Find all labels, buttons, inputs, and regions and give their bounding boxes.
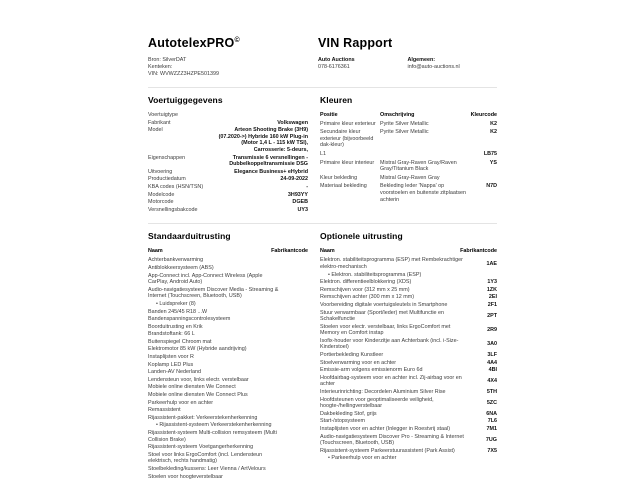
equipment-code: 1AE [486,260,497,267]
equipment-item [148,400,308,407]
equipment-name: Lendensteun voor, links electr. verstelbaar [148,376,249,383]
spec-row [148,192,308,199]
equipment-item [148,346,308,353]
equipment-item [320,397,497,410]
equipment-name: Landen-AV Nederland [148,369,201,376]
color-position: L1 [320,151,326,158]
equipment-item [320,434,497,447]
equipment-item [148,301,308,308]
equipment-name: Elektron. stabiliteitsprogramma (ESP) met Rembekrachtiger elektro-mechanisch [320,257,463,270]
equipment-item [320,455,497,462]
equipment-item [148,377,308,384]
optional-equipment-header [320,248,497,254]
spec-value: DGEB [292,199,308,206]
equipment-name: Start-/stopsysteem [320,418,365,425]
report-title: VIN Rapport [318,36,393,50]
vehicle-section [148,95,308,214]
copyright-mark: © [234,36,240,44]
equipment-name: Remschijven achter (300 mm x 12 mm) [320,294,415,301]
equipment-name: Buitenspiegel Chroom mat [148,338,212,345]
spec-value: 24-09-2022 [280,176,308,183]
equipment-code: 2EI [488,294,497,301]
standard-equipment-title: Standaarduitrusting [148,231,231,242]
colors-section-title: Kleuren [320,95,353,106]
equipment-name: Audio-navigatiesysteem Discover Media - Streaming & Internet (Touchscreen, Bluetooth, USB) [148,286,279,300]
equipment-item [320,257,497,270]
equipment-name: Hoofdsteunen voor geoptimaliseerde veiligheid, hoogte-/hellingverstelbaar [320,396,434,410]
spec-label: Motorcode [148,199,174,206]
equipment-item [148,287,308,300]
company-phone: 078-6176361 [318,64,350,71]
spec-label: KBA codes (HSN/TSN) [148,183,204,190]
equipment-name: Hoofdairbag-systeem voor en achter incl. Zij-airbag voor en achter [320,374,462,388]
bottom-sections [148,231,497,481]
spec-row [148,176,308,183]
colors-table-header [320,112,497,119]
equipment-code: 2R9 [487,327,497,333]
optional-equipment-list [320,257,497,462]
standard-header-code: Fabrikantcode [271,248,308,255]
equipment-name: Elektromotor 85 kW (Hybride aandrijving) [148,346,247,353]
app-title-text: AutotelexPRO [148,36,235,50]
vin-line: VIN: WVWZZZ3HZPE501399 [148,71,219,78]
equipment-item [148,331,308,338]
color-row [320,160,497,173]
equipment-item [148,430,308,443]
equipment-code: 4A4 [487,359,497,366]
equipment-item [148,384,308,391]
vehicle-identity-block [148,57,318,78]
plate-line: Kenteken: [148,64,173,71]
color-position: Secundaire kleur exterieur (bijvoorbeeld dak-kleur) [320,129,374,149]
equipment-name: Antiblokkeersysteem (ABS) [148,264,214,271]
equipment-item [148,309,308,316]
equipment-name: Stoel voor links ErgoComfort (incl. Lendensteun elektrisch, rechts handmatig) [148,451,263,465]
company-name: Auto Auctions [318,57,355,63]
equipment-name: Parkeerhulp voor en achter [148,399,214,406]
equipment-code: 3A0 [487,341,497,348]
spec-label: Uitvoering [148,168,173,175]
equipment-item [320,302,497,309]
equipment-name: Stoelen voor electr. verstelbaar, links ErgoComfort met Memory en Comfort instap [320,323,451,337]
color-description: Pyrite Silver Metallic [380,120,429,127]
equipment-name: Mobiele online diensten We Connect Plus [148,392,248,399]
optional-header-code: Fabrikantcode [460,248,497,255]
header-meta [148,57,497,78]
equipment-item [148,257,308,264]
optional-equipment-title: Optionele uitrusting [320,231,403,242]
source-line: Bron: SilverDAT [148,57,187,63]
spec-row [148,112,308,119]
vehicle-section-title: Voertuiggegevens [148,95,223,106]
equipment-name: Rijassistent-systeem Parkeerstuurassistent (Park Assist) [320,447,455,454]
equipment-name: Instaplijsten voor en achter (Inlegger in Roestvrij staal) [320,426,451,433]
equipment-name: Rijassistent-systeem Voetgangerherkenning [148,444,254,451]
color-code: K2 [490,120,497,127]
spec-row [148,199,308,206]
app-title [148,36,318,50]
equipment-item [320,279,497,286]
spec-value: UY3 [297,206,308,213]
colors-header-code: Kleurcode [470,112,497,119]
equipment-item [148,339,308,346]
equipment-item [148,452,308,465]
equipment-name: Banden 245/45 R18 ...W [148,308,208,315]
color-row [320,121,497,128]
equipment-code: 7X5 [487,447,497,454]
equipment-name: Rijassistent-pakket: Verkeerstekenherkenning [148,414,258,421]
equipment-code: 5TH [486,389,497,396]
equipment-item [148,407,308,414]
report-page [148,36,497,481]
color-row [320,129,497,149]
section-divider [148,223,497,224]
equipment-name: Boorduitrusting en Krik [148,323,203,330]
equipment-item [320,352,497,359]
spec-row [148,184,308,191]
colors-section [320,95,497,205]
color-description: Mistral Gray-Raven Gray [380,174,440,181]
equipment-item [320,287,497,294]
equipment-item [320,294,497,301]
spec-row [148,155,308,168]
standard-equipment-section [148,231,308,481]
top-sections [148,95,497,214]
spec-label: Model [148,127,163,134]
color-position: Primaire kleur exterieur [320,120,376,127]
equipment-name: Brandstoftank: 66 L [148,331,195,338]
standard-equipment-list [148,257,308,480]
equipment-name: Emissie-arm volgens emissienorm Euro 6d [320,367,423,374]
color-position: Materiaal bekleding [320,183,367,190]
color-code: YS [489,159,497,166]
equipment-name: Stuur verwarmbaar (Sport/leder) met Multifunctie en Schakelfunctie [320,309,445,323]
equipment-item [320,411,497,418]
equipment-name: Isofix-houder voor Kinderzitje aan Achterbank (incl. i-Size-Kinderstoel) [320,337,459,351]
equipment-name: Dakbekleding Stof, grijs [320,410,377,417]
equipment-name: Voorbereiding digitale voertuigsleutels in Smartphone [320,301,448,308]
standard-equipment-header [148,248,308,254]
equipment-item [148,392,308,399]
equipment-code: 3LF [487,352,497,359]
equipment-code: 6NA [486,410,497,417]
spec-row [148,127,308,153]
equipment-item [320,426,497,433]
color-code: LB75 [483,151,497,158]
equipment-name: Interieurinrichting: Decordelen Aluminium Silver Rise [320,389,446,396]
equipment-code: 7UG [485,436,497,443]
equipment-code: 4BI [488,367,497,374]
color-position: Kleur bekleding [320,174,358,181]
spec-label: Fabrikant [148,119,171,126]
standard-header-name: Naam [148,248,163,255]
equipment-item [148,324,308,331]
equipment-item [320,389,497,396]
general-contact [408,57,498,78]
header-divider [148,87,497,88]
equipment-item [320,418,497,425]
equipment-item [320,310,497,323]
color-description: Mistral Gray-Raven Gray/Raven Gray/Titanium Black [380,159,457,173]
spec-value: Arteon Shooting Brake (3H9)(07.2020->) Hybride 160 kW Plug-in (Motor 1,4 L - 115 kW TSI), Carrosserie: 5-deurs, [218,127,308,154]
equipment-item [320,375,497,388]
equipment-name: Remschijven voor (312 mm x 25 mm) [320,286,410,293]
color-code: K2 [490,129,497,136]
equipment-item [320,272,497,279]
equipment-code: 7M1 [486,426,497,433]
equipment-code: 5ZC [486,399,497,406]
equipment-item [148,474,308,481]
colors-header-position: Positie [320,112,338,119]
spec-label: Voertuigtype [148,112,178,119]
colors-header-description: Omschrijving [380,112,415,119]
equipment-item [320,448,497,455]
report-header [148,36,497,50]
spec-value: Elegance Business+ eHybrid [234,168,308,175]
equipment-name: • Elektron. stabiliteitsprogramma (ESP) [320,272,475,279]
equipment-item [148,316,308,323]
equipment-name: Achterbankverwarming [148,257,204,264]
spec-value: 3H93YY [287,191,308,198]
color-description: Pyrite Silver Metallic [380,129,429,136]
equipment-code: 1ZK [486,286,497,293]
equipment-item [148,369,308,376]
color-position: Primaire kleur interieur [320,159,375,166]
equipment-code: 2PT [487,312,497,319]
colors-table-body [320,121,497,204]
spec-value [212,112,308,119]
color-code [471,175,497,182]
equipment-code: 2F1 [487,301,497,308]
equipment-name: Stoelbekleding/kussens: Leer Vienna / ArtVelours [148,465,266,472]
spec-row [148,169,308,176]
equipment-name: Portierbekleding Kunstleer [320,352,384,359]
equipment-name: • Parkeerhulp voor en achter [320,455,475,462]
company-contact [318,57,408,78]
equipment-name: Koplamp LED Plus [148,361,194,368]
equipment-item [148,422,308,429]
spec-value: Volkswagen [277,119,308,126]
equipment-item [148,273,308,286]
equipment-name: Audio-navigatiesysteem Discover Pro - Streaming & Internet (Touchscreen, Bluetooth, USB) [320,433,464,447]
color-row [320,183,497,203]
color-description: Bekleding leder 'Nappa' op voorstoelen en buitenste zitplaatsen achterin [380,183,467,203]
spec-row [148,207,308,214]
equipment-item [148,362,308,369]
color-row [320,175,497,182]
equipment-name: • Rijassistent-systeem Verkeerstekenherkenning [148,422,286,429]
equipment-item [148,415,308,422]
equipment-item [320,324,497,337]
spec-label: Versnellingsbakcode [148,206,198,213]
optional-equipment-section [320,231,497,463]
general-label: Algemeen: [407,57,436,63]
optional-header-name: Naam [320,248,335,255]
equipment-name: • Luidspreker (8) [148,301,286,308]
equipment-name: Remassistent [148,407,181,414]
equipment-item [320,338,497,351]
equipment-name: Mobiele online diensten We Connect [148,384,236,391]
spec-value: Transmissie 6 versnellingen - Dubbelkoppeltransmissie DSG [229,154,308,168]
brand-block [148,36,318,50]
spec-value: - [306,183,308,190]
general-email: info@auto-auctions.nl [407,64,460,71]
equipment-item [148,265,308,272]
contact-block [318,57,497,78]
equipment-item [148,444,308,451]
equipment-name: Stoelverwarming voor en achter [320,359,397,366]
equipment-name: Instaplijsten voor R [148,354,194,361]
spec-label: Modelcode [148,191,175,198]
equipment-item [148,466,308,473]
color-code: N7D [486,183,497,190]
equipment-name: Stoelen voor hoogteverstelbaar [148,473,223,480]
colors-table [320,112,497,203]
equipment-item [320,360,497,367]
equipment-code: 7L6 [487,418,497,425]
equipment-code: 1Y3 [487,279,497,286]
color-description [380,151,471,158]
equipment-name: Rijassistent-systeem Multi-collision remsysteem (Multi Collision Brake) [148,430,277,443]
spec-row [148,120,308,127]
color-row [320,151,497,158]
equipment-name: Bandenspanningscontrolesysteem [148,316,231,323]
equipment-item [148,354,308,361]
equipment-name: App-Connect incl. App-Connect Wireless (Apple CarPlay, Android Auto) [148,272,263,286]
equipment-code: 4X4 [487,378,497,385]
equipment-item [320,367,497,374]
spec-label: Productiedatum [148,176,186,183]
vehicle-spec-table [148,112,308,213]
spec-label: Eigenschappen [148,154,186,161]
equipment-name: Elektron. differentieelblokkering (XDS) [320,279,412,286]
